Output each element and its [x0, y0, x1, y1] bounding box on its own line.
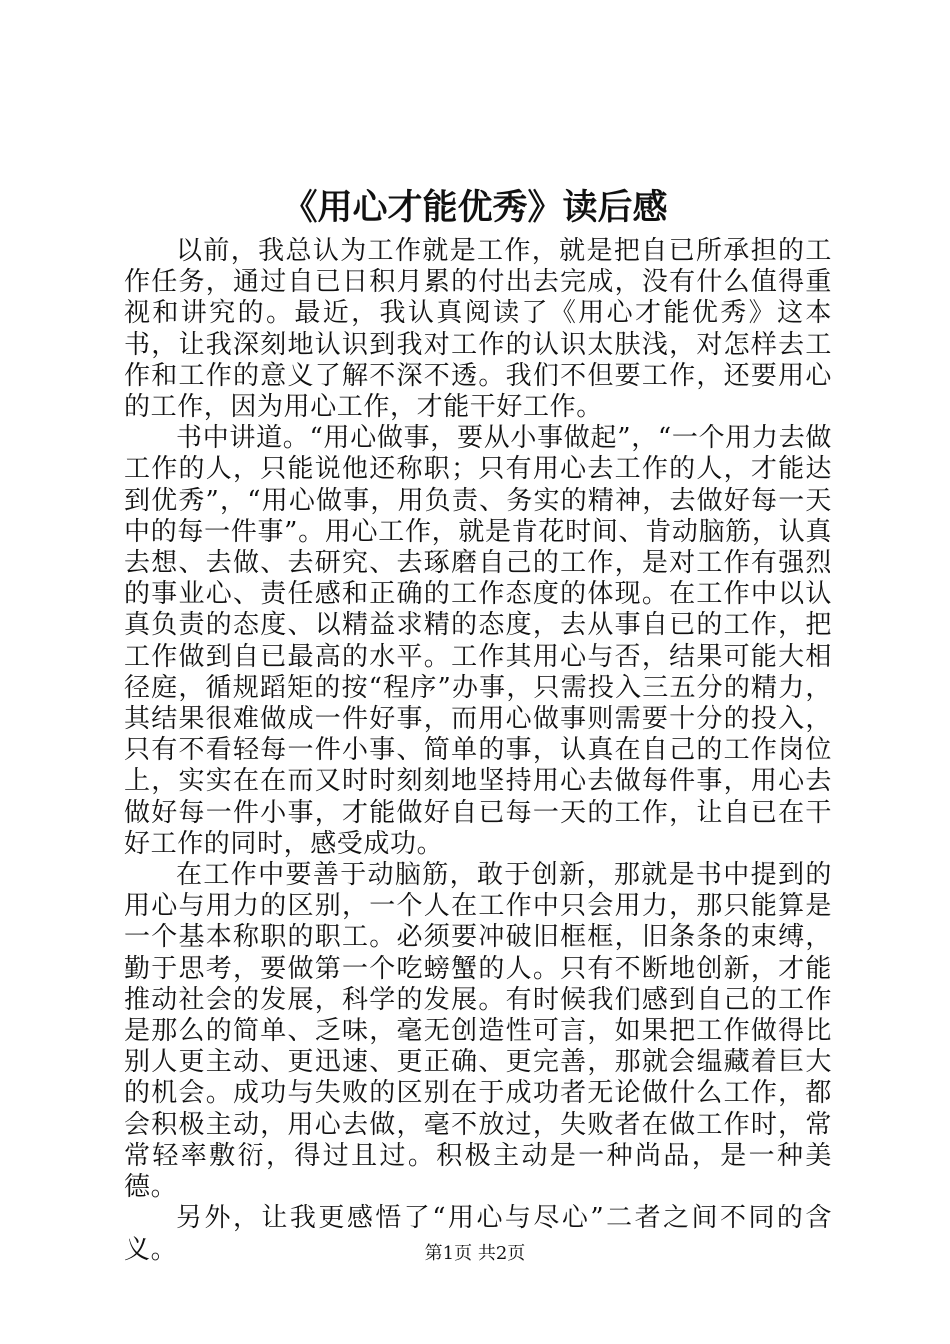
paragraph-2: 书中讲道。“用心做事，要从小事做起”，“一个用力去做工作的人，只能说他还称职；只有用心去工作的人，才能达到优秀”，“用心做事，用负责、务实的精神，去做好每一天中的每一件事”。用心工作，就是肯花时间、肯动脑筋，认真去想、去做、去研究、去琢磨自己的工作，是对工作有强烈的事业心、责任感和正确的工作态度的体现。在工作中以认真负责的态度、以精益求精的态度，去从事自已的工作，把工作做到自已最高的水平。工作其用心与否，结果可能大相径庭，循规蹈矩的按“程序”办事，只需投入三五分的精力，其结果很难做成一件好事，而用心做事则需要十分的投入，只有不看轻每一件小事、简单的事，认真在自己的工作岗位上，实实在在而又时时刻刻地坚持用心去做每件事，用心去做好每一件小事，才能做好自已每一天的工作，让自已在干好工作的同时，感受成功。 [124, 423, 832, 859]
paragraph-3: 在工作中要善于动脑筋，敢于创新，那就是书中提到的用心与用力的区别，一个人在工作中只会用力，那只能算是一个基本称职的职工。必须要冲破旧框框，旧条条的束缚，勤于思考，要做第一个吃螃蟹的人。只有不断地创新，才能推动社会的发展，科学的发展。有时候我们感到自己的工作是那么的简单、乏味，毫无创造性可言，如果把工作做得比别人更主动、更迅速、更正确、更完善，那就会缊藏着巨大的机会。成功与失败的区别在于成功者无论做什么工作，都会积极主动，用心去做，毫不放过，失败者在做工作时，常常轻率敷衍，得过且过。积极主动是一种尚品，是一种美德。 [124, 860, 832, 1203]
page-number-footer: 第1页 共2页 [424, 1243, 526, 1264]
document-title: 《用心才能优秀》读后感 [282, 187, 668, 228]
paragraph-1: 以前，我总认为工作就是工作，就是把自已所承担的工作任务，通过自已日积月累的付出去完成，没有什么值得重视和讲究的。最近，我认真阅读了《用心才能优秀》这本书，让我深刻地认识到我对工作的认识太肤浅，对怎样去工作和工作的意义了解不深不透。我们不但要工作，还要用心的工作，因为用心工作，才能干好工作。 [124, 236, 832, 423]
document-body [124, 236, 832, 1266]
paragraph-4: 另外，让我更感悟了“用心与尽心”二者之间不同的含义。 [124, 1203, 832, 1265]
